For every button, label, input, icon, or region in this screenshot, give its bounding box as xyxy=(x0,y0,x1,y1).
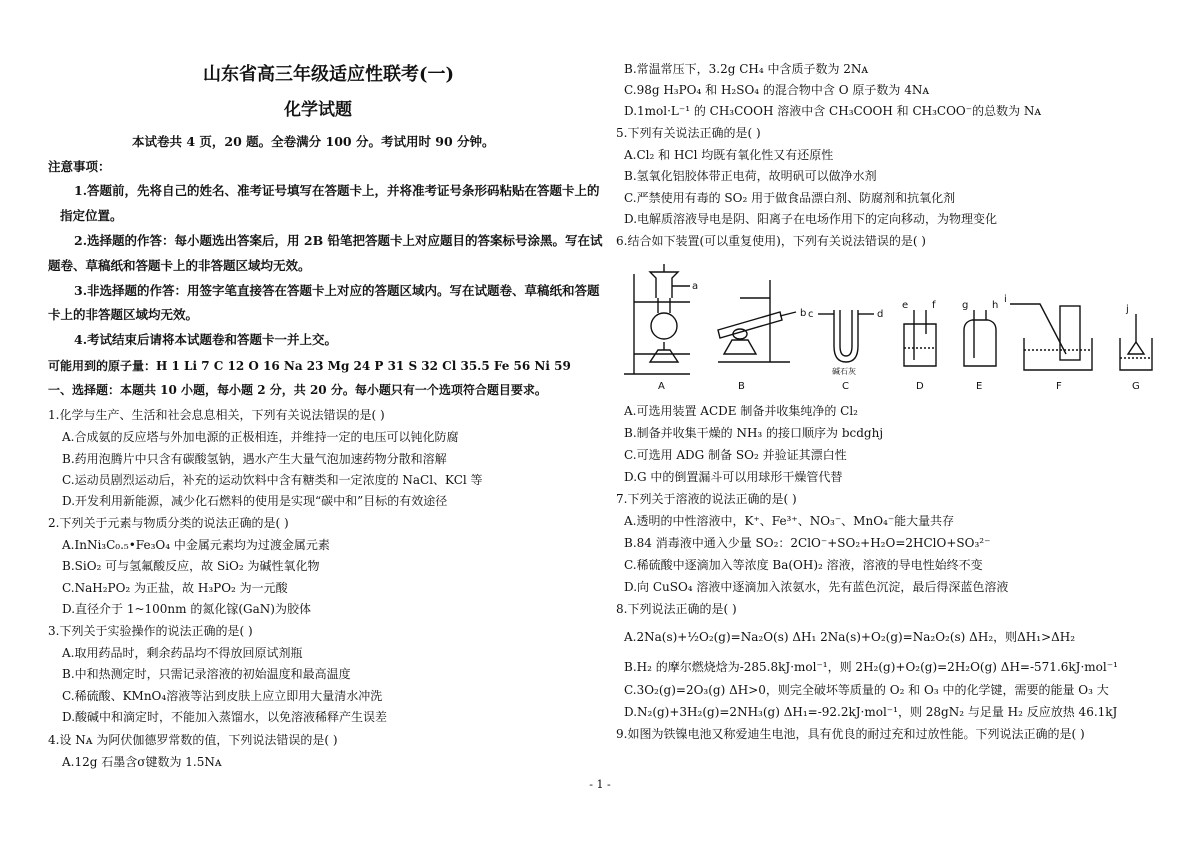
q8-option-c: C.3O₂(g)=2O₃(g) ΔH>0，则完全破坏等质量的 O₂ 和 O₃ 中的化学键，需要的能量 O₃ 大 xyxy=(624,683,1109,697)
q4-option-d: D.1mol·L⁻¹ 的 CH₃COOH 溶液中含 CH₃COOH 和 CH₃COO⁻的总数为 Nᴀ xyxy=(624,104,1042,118)
notice-2b: 题卷、草稿纸和答题卡上的非答题区域均无效。 xyxy=(48,258,311,273)
q3-option-d: D.酸碱中和滴定时，不能加入蒸馏水，以免溶液稀释产生误差 xyxy=(62,710,388,724)
apparatus-label-a: A xyxy=(658,381,665,392)
q6-option-c: C.可选用 ADG 制备 SO₂ 并验证其漂白性 xyxy=(624,448,847,462)
q1-option-b: B.药用泡腾片中只含有碳酸氢钠，遇水产生大量气泡加速药物分散和溶解 xyxy=(62,452,447,466)
q6-stem: 6.结合如下装置(可以重复使用)，下列有关说法错误的是( ) xyxy=(616,234,926,248)
notice-1b: 指定位置。 xyxy=(60,208,123,223)
q9-stem: 9.如图为铁镍电池又称爱迪生电池，具有优良的耐过充和过放性能。下列说法正确的是( ) xyxy=(616,727,1085,741)
exam-title: 山东省高三年级适应性联考(一) xyxy=(203,64,455,85)
q1-option-c: C.运动员剧烈运动后，补充的运动饮料中含有糖类和一定浓度的 NaCl、KCl 等 xyxy=(62,473,483,487)
q3-option-b: B.中和热测定时，只需记录溶液的初始温度和最高温度 xyxy=(62,667,351,681)
notice-1a: 1.答题前，先将自己的姓名、准考证号填写在答题卡上，并将准考证号条形码粘贴在答题卡上的 xyxy=(74,183,600,198)
exam-subtitle: 化学试题 xyxy=(284,100,352,120)
port-e: e xyxy=(902,300,909,311)
q8-stem: 8.下列说法正确的是( ) xyxy=(616,602,737,616)
q6-option-b: B.制备并收集干燥的 NH₃ 的接口顺序为 bcdghj xyxy=(624,426,884,440)
q7-option-b: B.84 消毒液中通入少量 SO₂：2ClO⁻+SO₂+H₂O=2HClO+SO₃²⁻ xyxy=(624,536,991,550)
q4-option-b: B.常温常压下，3.2g CH₄ 中含质子数为 2Nᴀ xyxy=(624,62,869,76)
q4-stem: 4.设 Nᴀ 为阿伏伽德罗常数的值，下列说法错误的是( ) xyxy=(48,733,338,747)
q3-option-a: A.取用药品时，剩余药品均不得放回原试剂瓶 xyxy=(62,646,303,660)
page-number: - 1 - xyxy=(589,778,611,791)
q8-option-a: A.2Na(s)+½O₂(g)=Na₂O(s) ΔH₁ 2Na(s)+O₂(g)=Na₂O₂(s) ΔH₂，则ΔH₁>ΔH₂ xyxy=(624,630,1076,644)
apparatus-figure xyxy=(620,254,1156,394)
apparatus-label-d: D xyxy=(916,381,924,392)
atomic-masses: 可能用到的原子量：H 1 Li 7 C 12 O 16 Na 23 Mg 24 P 31 S 32 Cl 35.5 Fe 56 Ni 59 xyxy=(48,359,571,373)
apparatus-label-c: C xyxy=(842,381,849,392)
q7-option-d: D.向 CuSO₄ 溶液中逐滴加入浓氨水，先有蓝色沉淀，最后得深蓝色溶液 xyxy=(624,580,1009,594)
q8-option-d: D.N₂(g)+3H₂(g)=2NH₃(g) ΔH₁=-92.2kJ·mol⁻¹，则 28gN₂ 与足量 H₂ 反应放热 46.1kJ xyxy=(624,705,1118,719)
q6-option-a: A.可选用装置 ACDE 制备并收集纯净的 Cl₂ xyxy=(624,404,858,418)
apparatus-label-b: B xyxy=(738,381,745,392)
q4-option-c: C.98g H₃PO₄ 和 H₂SO₄ 的混合物中含 O 原子数为 4Nᴀ xyxy=(624,83,930,97)
q5-option-b: B.氢氧化铝胶体带正电荷，故明矾可以做净水剂 xyxy=(624,169,877,183)
port-i: i xyxy=(1004,294,1007,305)
q3-stem: 3.下列关于实验操作的说法正确的是( ) xyxy=(48,624,253,638)
q5-option-a: A.Cl₂ 和 HCl 均既有氧化性又有还原性 xyxy=(624,148,834,162)
q1-stem: 1.化学与生产、生活和社会息息相关，下列有关说法错误的是( ) xyxy=(48,408,385,422)
q7-option-a: A.透明的中性溶液中，K⁺、Fe³⁺、NO₃⁻、MnO₄⁻能大量共存 xyxy=(624,514,955,528)
q2-option-a: A.InNi₃C₀.₅•Fe₃O₄ 中金属元素均为过渡金属元素 xyxy=(62,538,330,552)
q5-stem: 5.下列有关说法正确的是( ) xyxy=(616,126,761,140)
port-j: j xyxy=(1126,304,1129,315)
notice-heading: 注意事项： xyxy=(48,159,111,174)
q7-stem: 7.下列关于溶液的说法正确的是( ) xyxy=(616,492,797,506)
port-f: f xyxy=(932,300,936,311)
q3-option-c: C.稀硫酸、KMnO₄溶液等沾到皮肤上应立即用大量清水冲洗 xyxy=(62,689,383,703)
q1-option-d: D.开发利用新能源，减少化石燃料的使用是实现“碳中和”目标的有效途径 xyxy=(62,494,448,508)
q4-option-a: A.12g 石墨含σ键数为 1.5Nᴀ xyxy=(62,755,222,769)
notice-2a: 2.选择题的作答：每小题选出答案后，用 2B 铅笔把答题卡上对应题目的答案标号涂黑。写在试 xyxy=(74,233,603,248)
q6-option-d: D.G 中的倒置漏斗可以用球形干燥管代替 xyxy=(624,470,843,484)
port-d: d xyxy=(877,309,884,320)
port-h: h xyxy=(992,300,999,311)
exam-intro: 本试卷共 4 页，20 题。全卷满分 100 分。考试用时 90 分钟。 xyxy=(132,134,495,149)
q5-option-c: C.严禁使用有毒的 SO₂ 用于做食品漂白剂、防腐剂和抗氧化剂 xyxy=(624,191,956,205)
apparatus-label-e: E xyxy=(976,381,983,392)
q5-option-d: D.电解质溶液导电是阴、阳离子在电场作用下的定向移动，为物理变化 xyxy=(624,212,998,226)
q2-stem: 2.下列关于元素与物质分类的说法正确的是( ) xyxy=(48,516,289,530)
notice-4: 4.考试结束后请将本试题卷和答题卡一并上交。 xyxy=(74,332,338,347)
port-b: b xyxy=(800,308,807,319)
section-heading: 一、选择题：本题共 10 小题，每小题 2 分，共 20 分。每小题只有一个选项符合题目要求。 xyxy=(48,383,547,397)
q8-option-b: B.H₂ 的摩尔燃烧焓为-285.8kJ·mol⁻¹，则 2H₂(g)+O₂(g)=2H₂O(g) ΔH=-571.6kJ·mol⁻¹ xyxy=(624,660,1118,674)
apparatus-label-f: F xyxy=(1056,381,1062,392)
notice-3a: 3.非选择题的作答：用签字笔直接答在答题卡上对应的答题区域内。写在试题卷、草稿纸和答题 xyxy=(74,283,600,298)
port-c: c xyxy=(808,309,814,320)
notice-3b: 卡上的非答题区域均无效。 xyxy=(48,307,199,322)
q2-option-d: D.直径介于 1~100nm 的氮化镓(GaN)为胶体 xyxy=(62,602,311,616)
q1-option-a: A.合成氨的反应塔与外加电源的正极相连，并维持一定的电压可以钝化防腐 xyxy=(62,430,459,444)
port-a: a xyxy=(692,281,699,292)
port-g: g xyxy=(962,300,969,311)
q7-option-c: C.稀硫酸中逐滴加入等浓度 Ba(OH)₂ 溶液，溶液的导电性始终不变 xyxy=(624,558,983,572)
apparatus-label-g: G xyxy=(1132,381,1140,392)
q2-option-c: C.NaH₂PO₂ 为正盐，故 H₃PO₂ 为一元酸 xyxy=(62,581,288,595)
soda-lime-label: 碱石灰 xyxy=(832,367,856,376)
q2-option-b: B.SiO₂ 可与氢氟酸反应，故 SiO₂ 为碱性氧化物 xyxy=(62,559,320,573)
